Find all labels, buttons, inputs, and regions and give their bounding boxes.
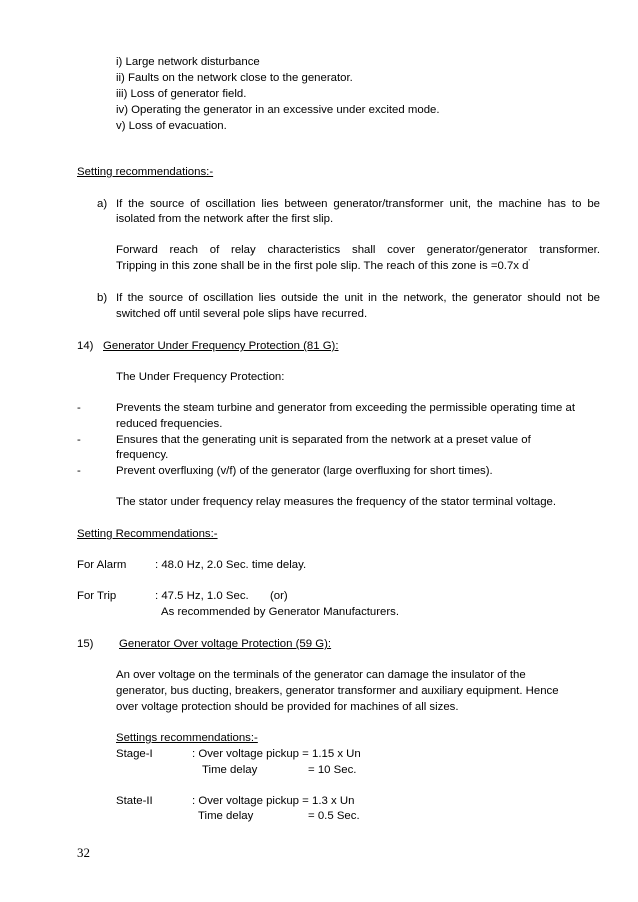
section-15-para-line3: over voltage protection should be provided for machines of all sizes. <box>116 701 459 713</box>
stage1-label: Stage-I <box>116 748 153 760</box>
bullet-line: Prevent overfluxing (v/f) of the generator (large overfluxing for short times). <box>116 465 493 477</box>
stage2-delay-value: = 0.5 Sec. <box>308 810 360 822</box>
trip-or: (or) <box>270 590 288 602</box>
item-b-line1: If the source of oscillation lies outside the unit in the network, the generator should not be <box>116 292 600 304</box>
alarm-label: For Alarm <box>77 559 127 571</box>
section-15-para-line1: An over voltage on the terminals of the generator can damage the insulator of the <box>116 669 526 681</box>
stage1-pickup: : Over voltage pickup = 1.15 x Un <box>192 748 361 760</box>
trip-label: For Trip <box>77 590 117 602</box>
section-14-intro: The Under Frequency Protection: <box>116 371 285 383</box>
list-item: i) Large network disturbance <box>116 56 260 68</box>
bullet-dash: - <box>77 434 81 446</box>
page-number: 32 <box>77 845 90 860</box>
section-15-number: 15) <box>77 638 94 650</box>
bullet-dash: - <box>77 465 81 477</box>
setting-recommendations-heading: Setting recommendations:- <box>77 166 214 178</box>
list-item: iii) Loss of generator field. <box>116 88 247 100</box>
settings-recommendations-heading: Settings recommendations:- <box>116 732 258 744</box>
superscript-prime: ' <box>528 259 530 267</box>
stage2-label: State-II <box>116 795 153 807</box>
list-item: ii) Faults on the network close to the generator. <box>116 72 353 84</box>
section-15-para-line2: generator, bus ducting, breakers, generator transformer and auxiliary equipment. Hence <box>116 685 559 697</box>
stage1-delay-value: = 10 Sec. <box>308 764 357 776</box>
stage2-delay-label: Time delay <box>198 810 254 822</box>
bullet-line: reduced frequencies. <box>116 418 223 430</box>
bullet-line: frequency. <box>116 449 169 461</box>
setting-recommendations-heading-2: Setting Recommendations:- <box>77 528 218 540</box>
section-14-title: Generator Under Frequency Protection (81 G): <box>103 340 339 352</box>
bullet-line: Ensures that the generating unit is separated from the network at a preset value of <box>116 434 531 446</box>
item-a-line1: If the source of oscillation lies between generator/transformer unit, the machine has to be <box>116 198 600 210</box>
list-item: v) Loss of evacuation. <box>116 120 227 132</box>
item-a-marker: a) <box>97 198 108 210</box>
section-14-number: 14) <box>77 340 94 352</box>
alarm-value: : 48.0 Hz, 2.0 Sec. time delay. <box>155 559 307 571</box>
forward-reach-line1: Forward reach of relay characteristics shall cover generator/generator transformer. <box>116 244 600 256</box>
list-item: iv) Operating the generator in an excessive under excited mode. <box>116 104 440 116</box>
forward-reach-line2: Tripping in this zone shall be in the first pole slip. The reach of this zone is =0.7x d' <box>116 259 530 272</box>
section-15-title: Generator Over voltage Protection (59 G): <box>119 638 332 650</box>
bullet-line: Prevents the steam turbine and generator from exceeding the permissible operating time at <box>116 402 576 414</box>
relay-note: The stator under frequency relay measures the frequency of the stator terminal voltage. <box>116 496 557 508</box>
trip-value: : 47.5 Hz, 1.0 Sec. <box>155 590 249 602</box>
stage1-delay-label: Time delay <box>202 764 258 776</box>
bullet-dash: - <box>77 402 81 414</box>
trip-note: As recommended by Generator Manufacturers. <box>161 606 400 618</box>
item-b-line2: switched off until several pole slips have recurred. <box>116 308 368 320</box>
stage2-pickup: : Over voltage pickup = 1.3 x Un <box>192 795 355 807</box>
item-b-marker: b) <box>97 292 108 304</box>
item-a-line2: isolated from the network after the first slip. <box>116 213 334 225</box>
